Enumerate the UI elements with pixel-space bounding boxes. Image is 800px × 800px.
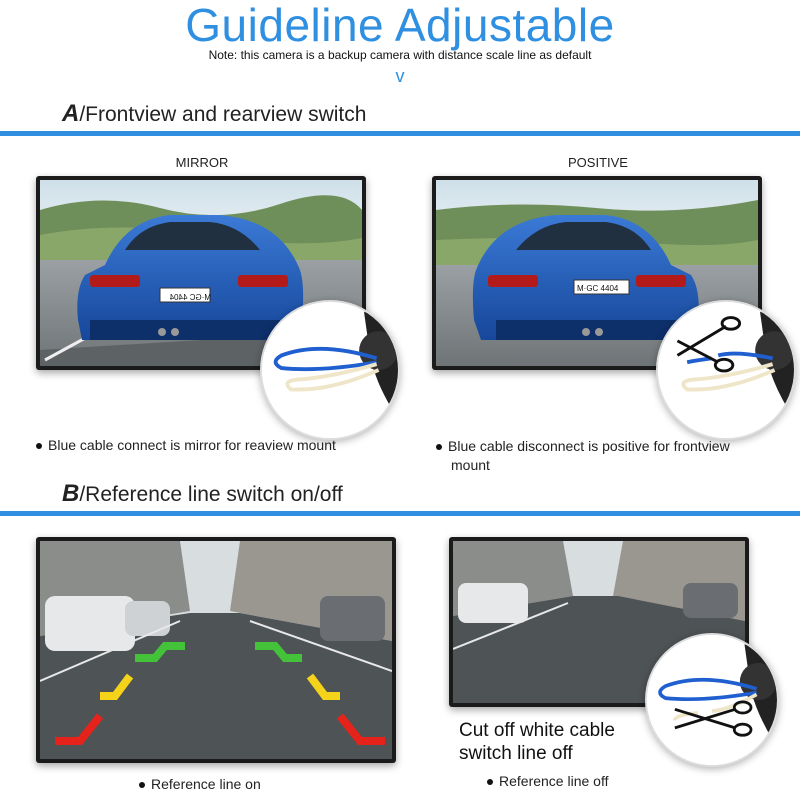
section-a-divider <box>0 131 800 136</box>
section-b-divider <box>0 511 800 516</box>
positive-cable-zoom-image <box>656 300 796 440</box>
positive-plate: M·GC 4404 <box>577 284 619 293</box>
mirror-caption: MIRROR <box>175 155 229 170</box>
mirror-plate: M·GC 4404 <box>169 293 211 302</box>
page-title: Guideline Adjustable <box>185 0 615 51</box>
section-b-title: /Reference line switch on/off <box>79 483 343 506</box>
section-a-heading <box>62 100 366 128</box>
positive-bullet: Blue cable disconnect is positive for frontview mount <box>436 437 730 475</box>
section-b-letter: B <box>62 480 80 507</box>
cut-white-cable-zoom-image <box>645 633 779 767</box>
reference-on-screen-image <box>36 537 396 763</box>
section-a-title: /Frontview and rearview switch <box>79 103 367 126</box>
header-note: Note: this camera is a backup camera with distance scale line as default <box>208 48 592 62</box>
reference-on-bullet: Reference line on <box>139 776 261 792</box>
mirror-cable-zoom-image <box>260 300 400 440</box>
positive-caption: POSITIVE <box>568 155 628 170</box>
section-a-letter: A <box>62 100 80 127</box>
chevron-down-icon: v <box>395 66 405 86</box>
reference-off-bullet: Reference line off <box>487 773 608 789</box>
cut-off-instruction: Cut off white cable switch line off <box>459 720 615 764</box>
mirror-bullet: Blue cable connect is mirror for reaview mount <box>36 437 336 453</box>
section-b-heading <box>62 480 343 508</box>
